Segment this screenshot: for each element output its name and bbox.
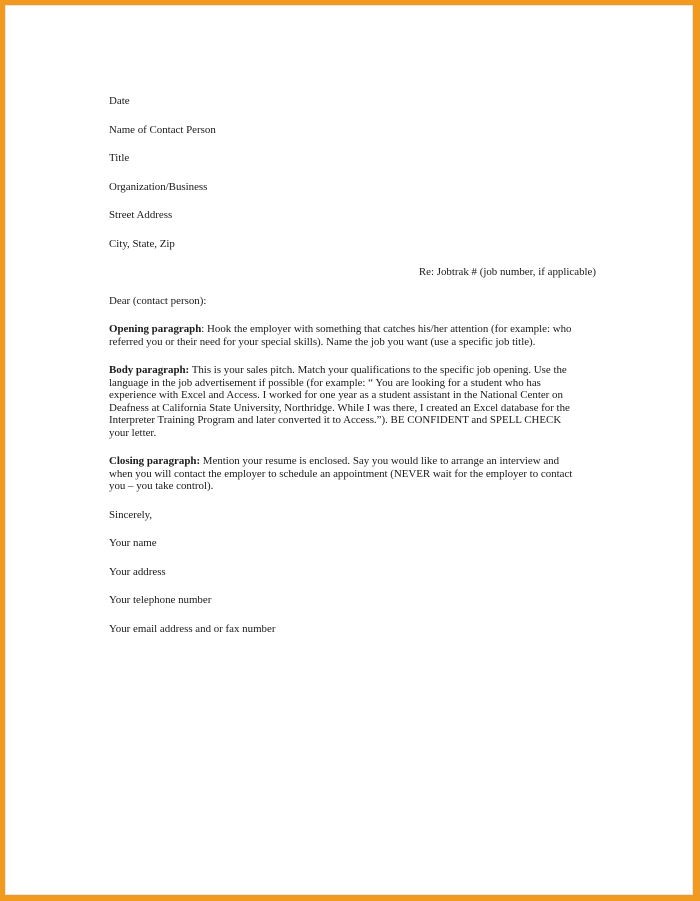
organization-line: Organization/Business xyxy=(109,180,208,193)
closing-line-2: when you will contact the employer to schedule an appointment (NEVER wait for the employer to contact xyxy=(109,467,573,480)
title-line: Title xyxy=(109,152,130,164)
salutation: Dear (contact person): xyxy=(109,294,207,307)
contact-name-line: Name of Contact Person xyxy=(109,123,216,136)
body-line-2: language in the job advertisement if possible (for example: “ You are looking for a student who has xyxy=(109,376,541,389)
closing-line-1: Mention your resume is enclosed. Say you would like to arrange an interview and xyxy=(200,455,560,467)
body-line-5: Interpreter Training Program and later converted it to Access.”). BE CONFIDENT and SPELL CHECK xyxy=(109,414,562,426)
your-email-line: Your email address and or fax number xyxy=(109,622,276,635)
body-line-1: This is your sales pitch. Match your qualifications to the specific job opening. Use the xyxy=(189,364,567,376)
street-address-line: Street Address xyxy=(109,209,173,221)
opening-line-2: referred you or their need for your special skills). Name the job you want (use a specific job title). xyxy=(109,335,536,348)
closing-paragraph xyxy=(109,455,596,493)
sincerely-line: Sincerely, xyxy=(109,508,153,521)
re-jobtrak-line: Re: Jobtrak # (job number, if applicable) xyxy=(418,266,596,278)
body-paragraph-label: Body paragraph: xyxy=(109,364,190,376)
body-paragraph xyxy=(109,364,596,439)
closing-line-3: you – you take control). xyxy=(109,480,214,492)
opening-paragraph-label: Opening paragraph xyxy=(109,323,202,335)
body-line-6: your letter. xyxy=(109,426,157,439)
your-phone-line: Your telephone number xyxy=(109,594,212,606)
body-line-4: Deafness at California State University, Northridge. While I was there, I created an Excel database for the xyxy=(109,401,570,414)
letter-content xyxy=(109,93,596,635)
your-address-line: Your address xyxy=(109,565,166,578)
body-line-3: experience with Excel and Access. I worked for one year as a student assistant in the National Center on xyxy=(109,389,563,401)
opening-paragraph xyxy=(109,323,596,348)
opening-line-1: : Hook the employer with something that catches his/her attention (for example: who xyxy=(201,323,572,335)
city-state-zip-line: City, State, Zip xyxy=(109,237,175,250)
your-name-line: Your name xyxy=(109,537,157,549)
date-line: Date xyxy=(109,95,130,107)
letter-page xyxy=(5,5,693,895)
closing-paragraph-label: Closing paragraph: xyxy=(109,455,201,467)
